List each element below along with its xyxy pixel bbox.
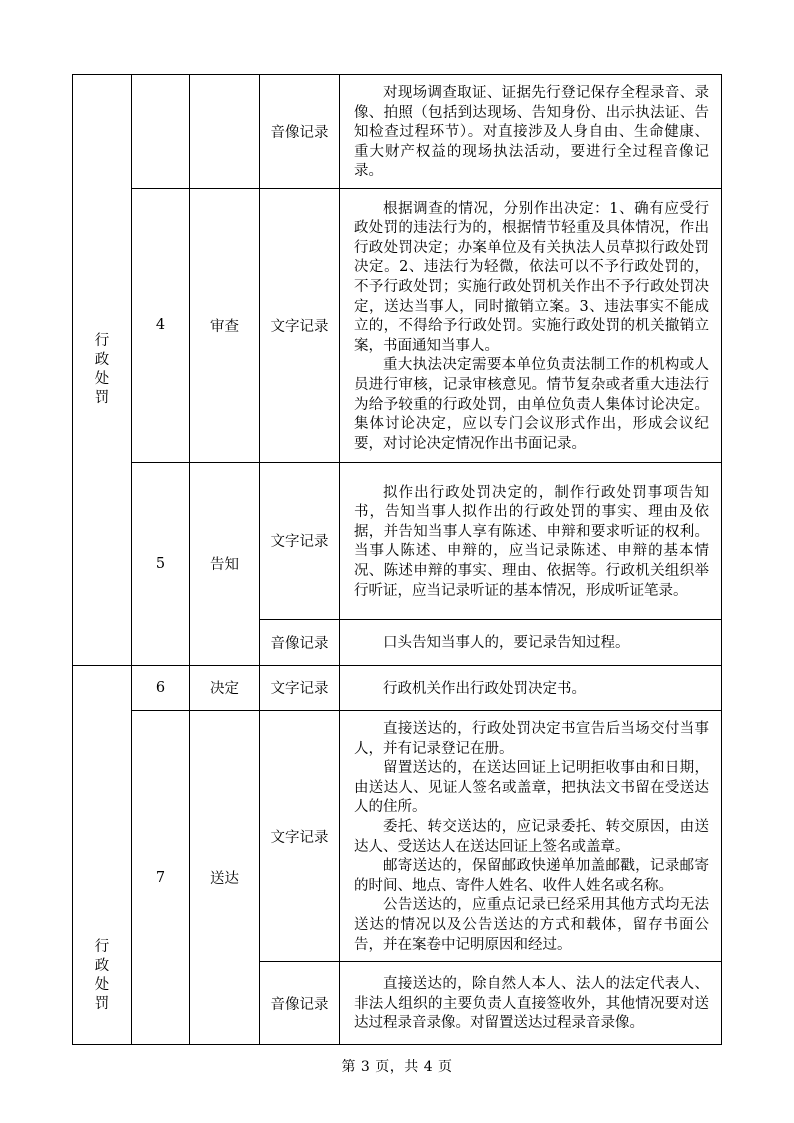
step-number: 7 [132,710,190,1044]
category-cell [73,665,132,1044]
table-row [73,188,722,462]
step-number: 5 [132,462,190,665]
record-content: 行政机关作出行政处罚决定书。 [340,665,722,710]
record-type: 音像记录 [260,619,340,665]
table-row [73,710,722,961]
record-type: 音像记录 [260,962,340,1045]
table-row [73,462,722,619]
record-type: 文字记录 [260,462,340,619]
number-cell [132,75,190,189]
record-type: 音像记录 [260,75,340,189]
record-content: 根据调查的情况，分别作出决定：1、确有应受行政处罚的违法行为的，根据情节轻重及具体情况，作出行政处罚决定；办案单位及有关执法人员草拟行政处罚决定。2、违法行为轻微，依法可以不予行政处罚的，不予行政处罚；实施行政处罚机关作出不予行政处罚决定，送达当事人，同时撤销立案。3、违法事实不能成立的，不得给予行政处罚。实施行政处罚的机关撤销立案，书面通知当事人。 重大执法决定需要本单位负责法制工作的机构或人员进行审核，记录审核意见。情节复杂或者重大违法行为给予较重的行政处罚，由单位负责人集体讨论决定。集体讨论决定，应以专门会议形式作出，形成会议纪要，对讨论决定情况作出书面记录。 [340,188,722,462]
record-content: 直接送达的，行政处罚决定书宣告后当场交付当事人，并有记录登记在册。 留置送达的，在送达回证上记明拒收事由和日期，由送达人、见证人签名或盖章，把执法文书留在受送达人的住所。 委托、转交送达的，应记录委托、转交原因，由送达人、受送达人在送达回证上签名或盖章。 邮寄送达的，保留邮政快递单加盖邮戳，记录邮寄的时间、地点、寄件人姓名、收件人姓名或名称。 公告送达的，应重点记录已经采用其他方式均无法送达的情况以及公告送达的方式和载体，留存书面公告，并在案卷中记明原因和经过。 [340,710,722,961]
step-number: 4 [132,188,190,462]
step-name: 审查 [190,188,260,462]
record-content: 直接送达的，除自然人本人、法人的法定代表人、非法人组织的主要负责人直接签收外，其他情况要对送达过程录音录像。对留置送达过程录音录像。 [340,962,722,1045]
page-number: 第 3 页，共 4 页 [341,1059,453,1075]
record-type: 文字记录 [260,665,340,710]
table-row [73,75,722,189]
table-row [73,665,722,710]
record-content: 对现场调查取证、证据先行登记保存全程录音、录像、拍照（包括到达现场、告知身份、出示执法证、告知检查过程环节）。对直接涉及人身自由、生命健康、重大财产权益的现场执法活动，要进行全过程音像记录。 [340,75,722,189]
category-label: 行政处罚 [94,939,110,1013]
step-number: 6 [132,665,190,710]
step-name: 送达 [190,710,260,1044]
record-content: 口头告知当事人的，要记录告知过程。 [340,619,722,665]
step-name: 决定 [190,665,260,710]
category-label: 行政处罚 [94,332,110,406]
record-content: 拟作出行政处罚决定的，制作行政处罚事项告知书，告知当事人拟作出的行政处罚的事实、理由及依据，并告知当事人享有陈述、申辩和要求听证的权利。当事人陈述、申辩的，应当记录陈述、申辩的基本情况、陈述申辩的事实、理由、依据等。行政机关组织举行听证，应当记录听证的基本情况，形成听证笔录。 [340,462,722,619]
records-table [72,74,722,1045]
record-type: 文字记录 [260,188,340,462]
category-cell [73,75,132,666]
record-type: 文字记录 [260,710,340,961]
step-cell [190,75,260,189]
step-name: 告知 [190,462,260,665]
